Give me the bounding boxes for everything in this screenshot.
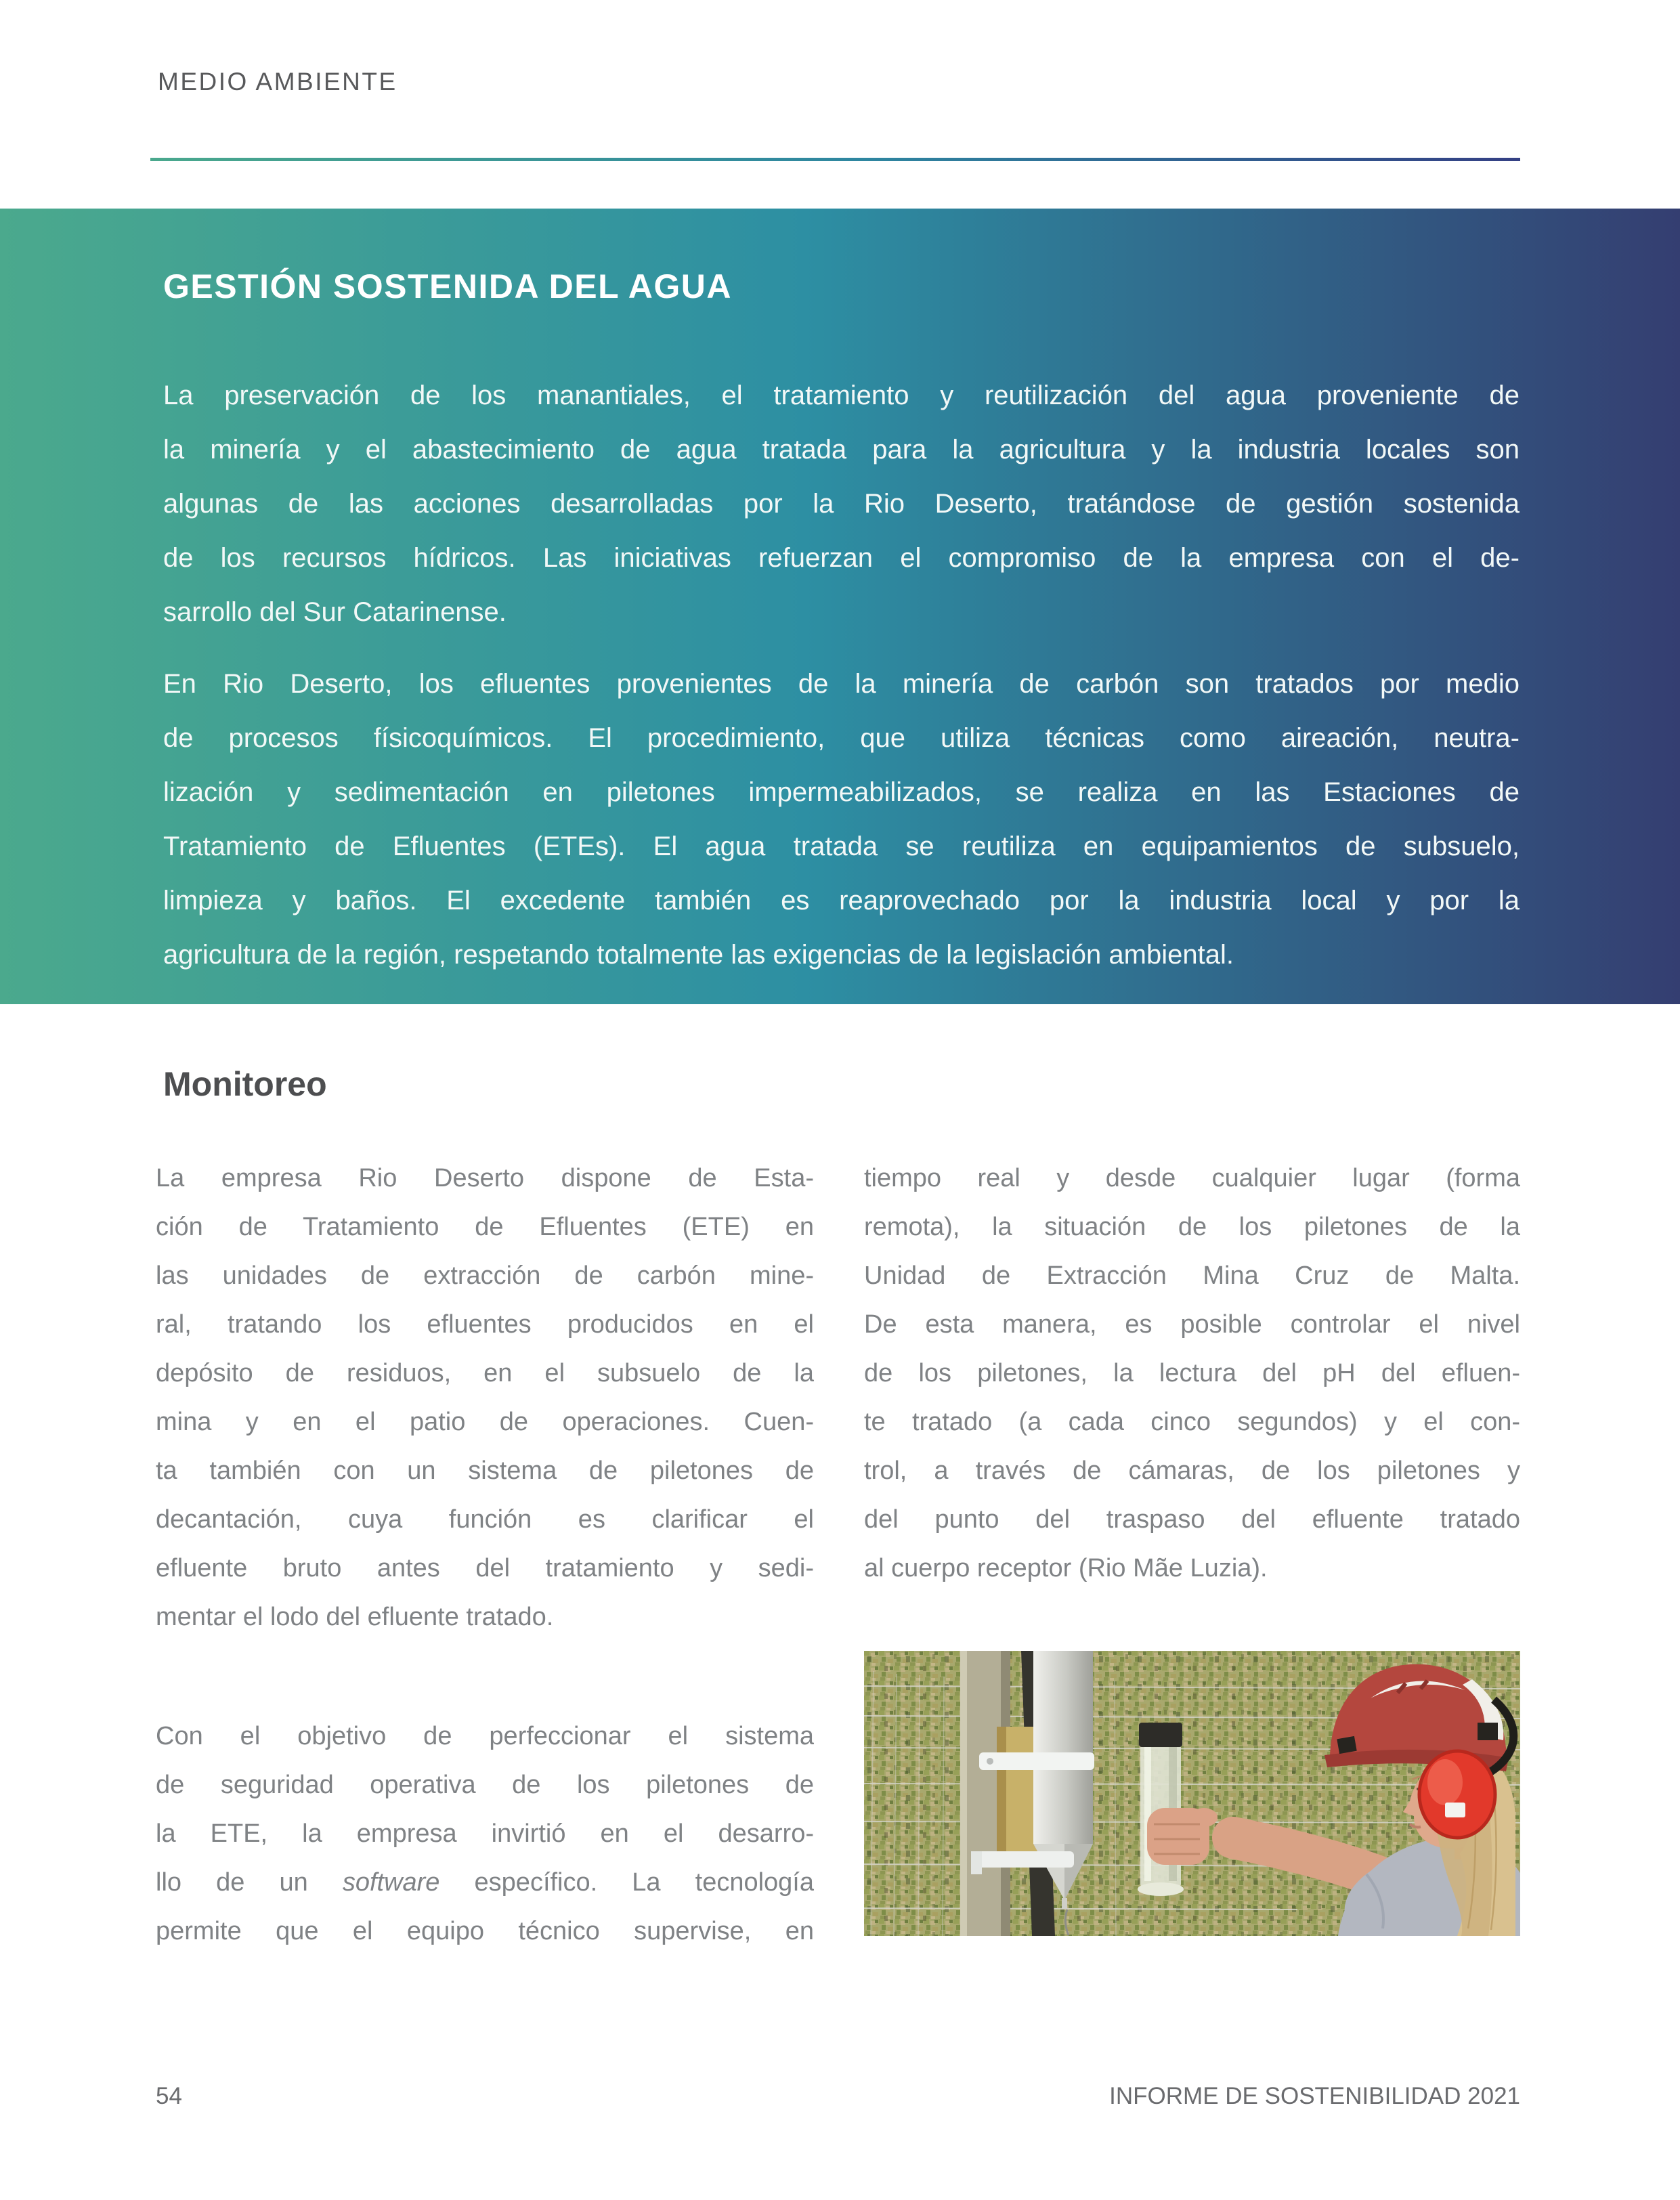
text-line: sarrollo del Sur Catarinense. [163,597,507,627]
text-line: Tratamiento de Efluentes (ETEs). El agua tratada se reutiliza en equipamientos de subsuelo, [163,832,1520,861]
left-paragraph-2 [156,1712,814,1956]
text-line: La empresa Rio Deserto dispone de Esta- [156,1164,814,1192]
text-line: de los piletones, la lectura del pH del efluen- [864,1359,1520,1387]
text-line: la ETE, la empresa invirtió en el desarro- [156,1819,814,1848]
text-line: la minería y el abastecimiento de agua tratada para la agricultura y la industria locales son [163,435,1520,465]
section-kicker: MEDIO AMBIENTE [158,68,397,95]
photo-water-sampling [864,1651,1520,1936]
text-line: de seguridad operativa de los piletones de [156,1771,814,1799]
text-line: algunas de las acciones desarrolladas por la Rio Deserto, tratándose de gestión sostenida [163,489,1520,519]
page-number: 54 [156,2083,182,2109]
text-line: tiempo real y desde cualquier lugar (forma [864,1164,1520,1192]
text-line: De esta manera, es posible controlar el nivel [864,1310,1520,1339]
text-line: Con el objetivo de perfeccionar el sistema [156,1722,814,1750]
text-line: efluente bruto antes del tratamiento y sedi- [156,1554,814,1582]
text-line: ción de Tratamiento de Efluentes (ETE) en [156,1213,814,1241]
report-title: INFORME DE SOSTENIBILIDAD 2021 [1109,2083,1520,2109]
right-column [864,1154,1520,1956]
text-line: limpieza y baños. El excedente también es reaprovechado por la industria local y por la [163,886,1520,915]
text-line: trol, a través de cámaras, de los piletones y [864,1457,1520,1485]
banner-paragraph-1 [163,368,1520,639]
text-line: Unidad de Extracción Mina Cruz de Malta. [864,1261,1520,1290]
text-line: lización y sedimentación en piletones impermeabilizados, se realiza en las Estaciones de [163,777,1520,807]
text-line: decantación, cuya función es clarificar el [156,1505,814,1534]
text-line: agricultura de la región, respetando totalmente las exigencias de la legislación ambiental. [163,940,1234,970]
text-line: En Rio Deserto, los efluentes provenientes de la minería de carbón son tratados por medio [163,669,1520,699]
gradient-divider [150,158,1520,161]
text-line: ral, tratando los efluentes producidos en el [156,1310,814,1339]
right-paragraph-1 [864,1154,1520,1593]
banner-paragraph-2 [163,657,1520,982]
text-line: las unidades de extracción de carbón mine- [156,1261,814,1290]
banner-title: GESTIÓN SOSTENIDA DEL AGUA [163,267,733,305]
text-line: permite que el equipo técnico supervise, en [156,1917,814,1945]
text-line: mina y en el patio de operaciones. Cuen- [156,1408,814,1436]
text-line: te tratado (a cada cinco segundos) y el con- [864,1408,1520,1436]
text-line: de procesos físicoquímicos. El procedimiento, que utiliza técnicas como aireación, neutra- [163,723,1520,753]
monitoring-heading: Monitoreo [163,1065,327,1103]
text-line: mentar el lodo del efluente tratado. [156,1603,554,1631]
text-line: de los recursos hídricos. Las iniciativas refuerzan el compromiso de la empresa con el de- [163,543,1520,573]
text-line: La preservación de los manantiales, el tratamiento y reutilización del agua proveniente de [163,381,1520,410]
text-line: al cuerpo receptor (Rio Mãe Luzia). [864,1554,1268,1582]
text-line: del punto del traspaso del efluente tratado [864,1505,1520,1534]
left-column [156,1154,814,1956]
monitoring-body [156,1154,1520,1956]
text-line: ta también con un sistema de piletones de [156,1457,814,1485]
left-paragraph-1 [156,1154,814,1641]
text-line: remota), la situación de los piletones de la [864,1213,1520,1241]
page-footer [156,2083,1520,2110]
water-management-banner [0,209,1680,1004]
text-line: llo de un software específico. La tecnología [156,1868,814,1897]
text-line: depósito de residuos, en el subsuelo de la [156,1359,814,1387]
